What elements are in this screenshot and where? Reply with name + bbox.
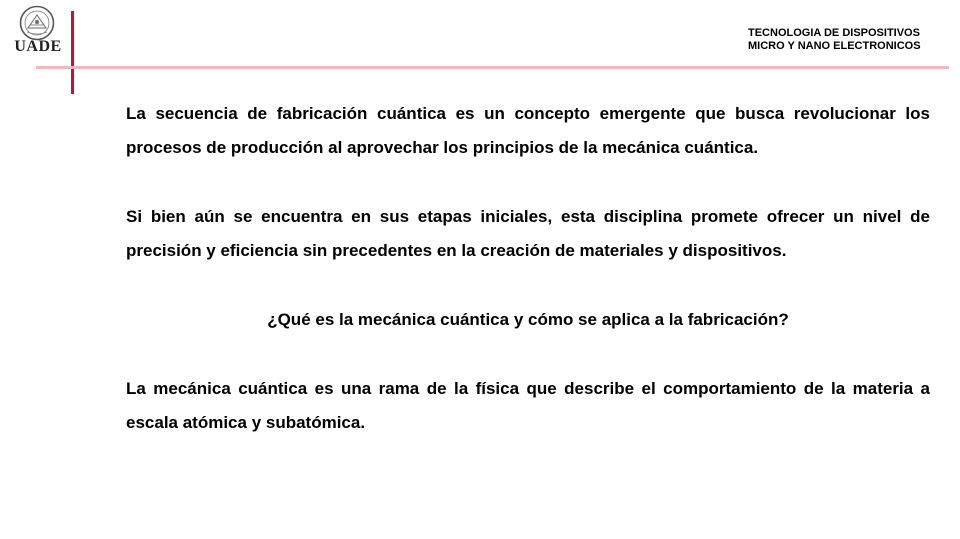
header-accent-line bbox=[71, 11, 74, 94]
uade-logo bbox=[8, 5, 68, 57]
stage-paragraph: Si bien aún se encuentra en sus etapas iniciales, esta disciplina promete ofrecer un nivel de precisión y eficiencia sin precedentes en la creación de materiales y dispositivos. bbox=[126, 207, 930, 260]
slide-body bbox=[126, 97, 930, 440]
course-title bbox=[748, 27, 921, 53]
course-title-line-1: TECNOLOGIA DE DISPOSITIVOS bbox=[748, 27, 920, 39]
course-title-line-2: MICRO Y NANO ELECTRONICOS bbox=[748, 40, 921, 52]
question-heading: ¿Qué es la mecánica cuántica y cómo se aplica a la fabricación? bbox=[267, 310, 789, 329]
university-seal-icon bbox=[19, 5, 55, 41]
header-divider bbox=[36, 66, 949, 69]
logo-wordmark: UADE bbox=[14, 38, 62, 55]
definition-paragraph: La mecánica cuántica es una rama de la física que describe el comportamiento de la materia a escala atómica y subatómica. bbox=[126, 379, 930, 432]
intro-paragraph: La secuencia de fabricación cuántica es un concepto emergente que busca revolucionar los procesos de producción al aprovechar los principios de la mecánica cuántica. bbox=[126, 104, 930, 157]
